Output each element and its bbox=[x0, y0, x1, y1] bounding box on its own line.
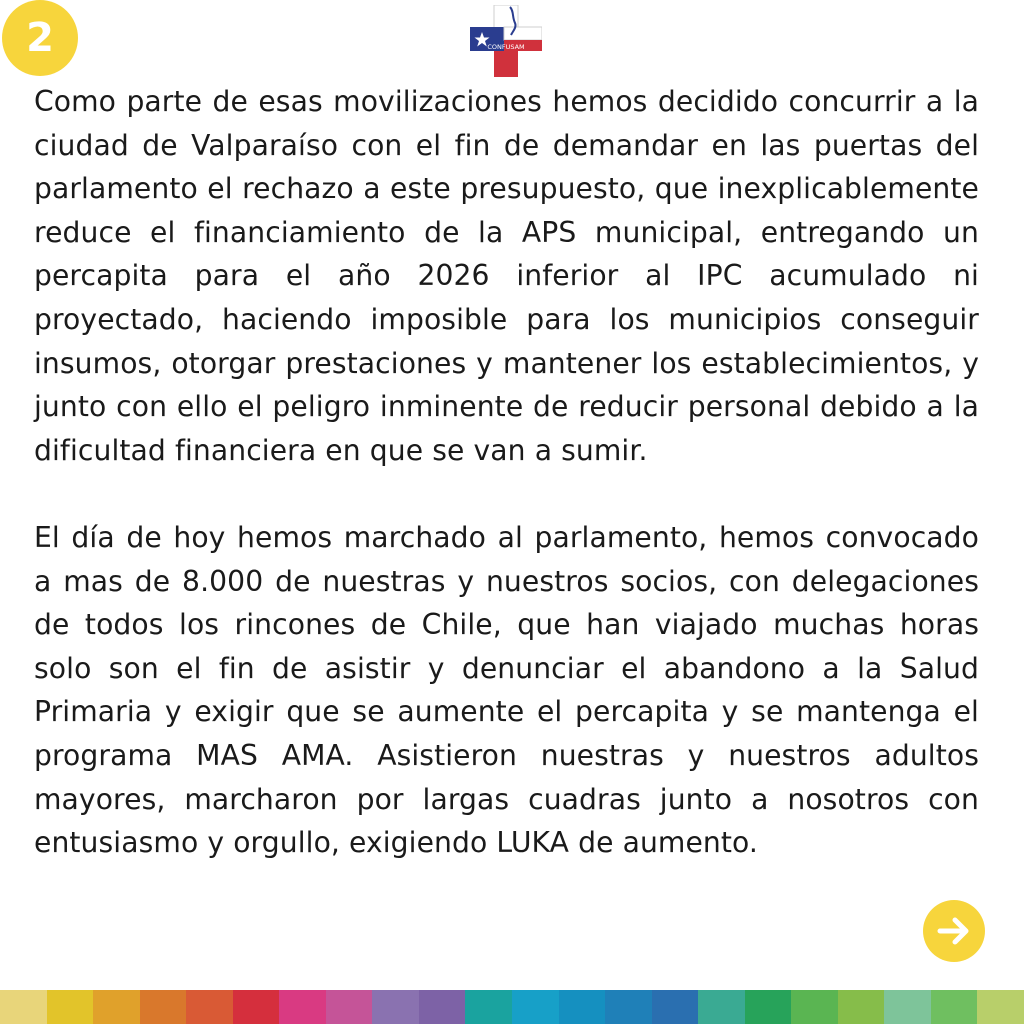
color-strip-segment bbox=[279, 990, 326, 1024]
color-strip-segment bbox=[419, 990, 466, 1024]
body-text bbox=[34, 80, 979, 865]
confusam-logo bbox=[470, 5, 542, 77]
color-strip-segment bbox=[791, 990, 838, 1024]
page-number: 2 bbox=[26, 15, 54, 61]
color-strip-segment bbox=[326, 990, 373, 1024]
paragraph-1: Como parte de esas movilizaciones hemos decidido concurrir a la ciudad de Valparaíso con el fin de demandar en las puertas del parlamento el rechazo a este presupuesto, que inexplicablemente reduce el financiamiento de la APS municipal, entregando un percapita para el año 2026 inferior al IPC acumulado ni proyectado, haciendo imposible para los municipios conseguir insumos, otorgar prestaciones y mantener los establecimientos, y junto con ello el peligro inminente de reducir personal debido a la dificultad financiera en que se van a sumir. bbox=[34, 85, 979, 467]
color-strip-segment bbox=[698, 990, 745, 1024]
color-strip-segment bbox=[605, 990, 652, 1024]
decorative-color-strip bbox=[0, 990, 1024, 1024]
color-strip-segment bbox=[559, 990, 606, 1024]
color-strip-segment bbox=[233, 990, 280, 1024]
color-strip-segment bbox=[652, 990, 699, 1024]
next-page-button[interactable] bbox=[923, 900, 985, 962]
color-strip-segment bbox=[140, 990, 187, 1024]
logo-text: CONFUSAM bbox=[487, 43, 525, 51]
color-strip-segment bbox=[838, 990, 885, 1024]
color-strip-segment bbox=[465, 990, 512, 1024]
arrow-right-icon bbox=[934, 911, 974, 951]
color-strip-segment bbox=[884, 990, 931, 1024]
color-strip-segment bbox=[47, 990, 94, 1024]
color-strip-segment bbox=[512, 990, 559, 1024]
color-strip-segment bbox=[745, 990, 792, 1024]
color-strip-segment bbox=[93, 990, 140, 1024]
color-strip-segment bbox=[931, 990, 978, 1024]
confusam-logo-icon bbox=[470, 5, 542, 77]
color-strip-segment bbox=[977, 990, 1024, 1024]
color-strip-segment bbox=[186, 990, 233, 1024]
paragraph-2: El día de hoy hemos marchado al parlamento, hemos convocado a mas de 8.000 de nuestras y nuestros socios, con delegaciones de todos los rincones de Chile, que han viajado muchas horas solo son el fin de asistir y denunciar el abandono a la Salud Primaria y exigir que se aumente el percapita y se mantenga el programa MAS AMA. Asistieron nuestras y nuestros adultos mayores, marcharon por largas cuadras junto a nosotros con entusiasmo y orgullo, exigiendo LUKA de aumento. bbox=[34, 520, 979, 860]
color-strip-segment bbox=[372, 990, 419, 1024]
page-number-badge bbox=[2, 0, 78, 76]
color-strip-segment bbox=[0, 990, 47, 1024]
